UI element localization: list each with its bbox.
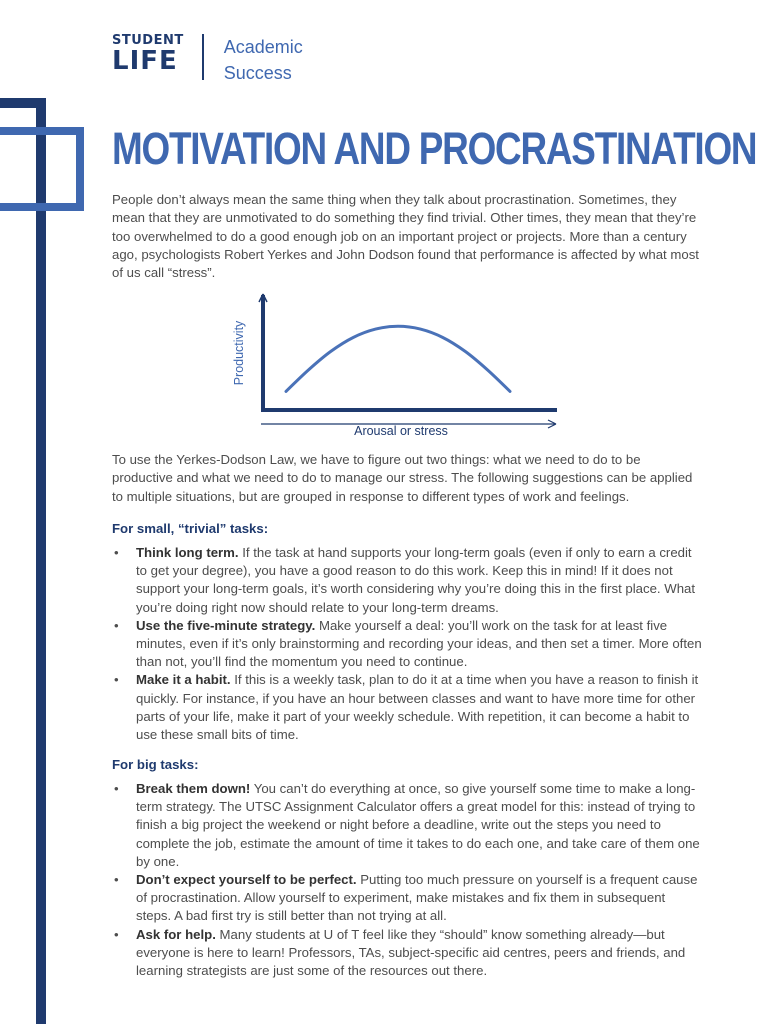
list-item: [112, 671, 704, 744]
x-axis-label: Arousal or stress: [354, 424, 448, 438]
decor-horizontal-bar: [0, 98, 46, 108]
decor-vertical-bar: [36, 98, 46, 1024]
student-life-logo: [112, 34, 184, 75]
brand-header: [112, 34, 303, 86]
logo-life-text: LIFE: [112, 46, 178, 76]
bullet-icon: •: [114, 672, 119, 688]
list-item: [112, 926, 704, 981]
tip-text: If this is a weekly task, plan to do it at a time when you have a reason to finish it quickly. For instance, if you have an hour between classes and want to have more time for other parts of your life, make it part of your weekly schedule. With repetition, it can become a habit to use these small bits of time.: [136, 672, 699, 743]
big-tasks-list: [112, 780, 704, 980]
x-axis-arrow-bottom: [548, 424, 556, 428]
brand-divider: [202, 34, 204, 80]
unit-name-line2: Success: [223, 63, 292, 83]
list-item: [112, 544, 704, 617]
small-tasks-list: [112, 544, 704, 744]
small-tasks-heading: For small, “trivial” tasks:: [112, 521, 269, 536]
tip-text: If the task at hand supports your long-term goals (even if only to earn a credit to get your degree), you have a good reason to do this work. Keep this in mind! If it does not support your long-term goals, it’s worth considering why you’re doing this in the first place. What you’re doing right now should relate to your long-term dreams.: [136, 545, 696, 615]
list-item: [112, 871, 704, 926]
page-title: MOTIVATION AND PROCRASTINATION: [112, 123, 757, 174]
tip-lead: Think long term.: [136, 545, 239, 560]
decor-outline-box: [0, 127, 84, 211]
intro-paragraph: People don’t always mean the same thing when they talk about procrastination. Sometimes, they mean that they are unmotivated to do something they find trivial. Other times, they mean that they’re too overwhelmed to do a good enough job on an important project or projects. More than a century ago, psychologists Robert Yerkes and John Dodson found that performance is affected by what most of us call “stress”.: [112, 192, 699, 281]
y-axis-label: Productivity: [232, 320, 246, 386]
tip-text: Many students at U of T feel like they “should” know something already—but everyone is here to learn! Professors, TAs, subject-specific aid centres, peers and friends, and learning strategists are just some of the resources out there.: [136, 926, 686, 979]
unit-name-line1: Academic: [223, 37, 303, 57]
tip-text: You can’t do everything at once, so give yourself some time to make a long-term strategy. The UTSC Assignment Calculator offers a great model for this: instead of trying to finish a big project the weekend or night before a deadline, write out the steps you need to complete the job, estimate the amount of time it takes to do each one, and take care of them one by one.: [136, 781, 700, 869]
bullet-icon: •: [114, 617, 119, 633]
tip-text: Make yourself a deal: you’ll work on the task for at least five minutes, even if it’s only brainstorming and recording your ideas, and then set a timer. More often than not, you’ll find the momentum you need to continue.: [136, 617, 702, 670]
productivity-curve: [286, 326, 510, 391]
tip-lead: Don’t expect yourself to be perfect.: [136, 872, 357, 888]
tip-lead: Ask for help.: [136, 926, 216, 942]
yerkes-dodson-chart: [226, 288, 566, 444]
bullet-icon: •: [114, 872, 119, 888]
bullet-icon: •: [114, 926, 119, 942]
tip-lead: Make it a habit.: [136, 672, 231, 688]
tip-lead: Use the five-minute strategy.: [136, 617, 316, 633]
bullet-icon: •: [114, 545, 119, 560]
list-item: [112, 617, 704, 672]
bullet-icon: •: [114, 781, 119, 796]
tip-lead: Break them down!: [136, 781, 251, 796]
list-item: [112, 780, 704, 871]
unit-name: [224, 34, 303, 86]
logo-student-text: STUDENT: [112, 33, 184, 48]
big-tasks-heading: For big tasks:: [112, 757, 199, 772]
tip-text: Putting too much pressure on yourself is a frequent cause of procrastination. Allow yourself to experiment, make mistakes and fix them in subsequent steps. A bad first try is still better than not trying at all.: [136, 872, 698, 924]
yerkes-dodson-paragraph: To use the Yerkes-Dodson Law, we have to figure out two things: what we need to do to be productive and what we need to do to manage our stress. The following suggestions can be applied to multiple situations, but are grouped in response to different types of work and feelings.: [112, 452, 693, 504]
